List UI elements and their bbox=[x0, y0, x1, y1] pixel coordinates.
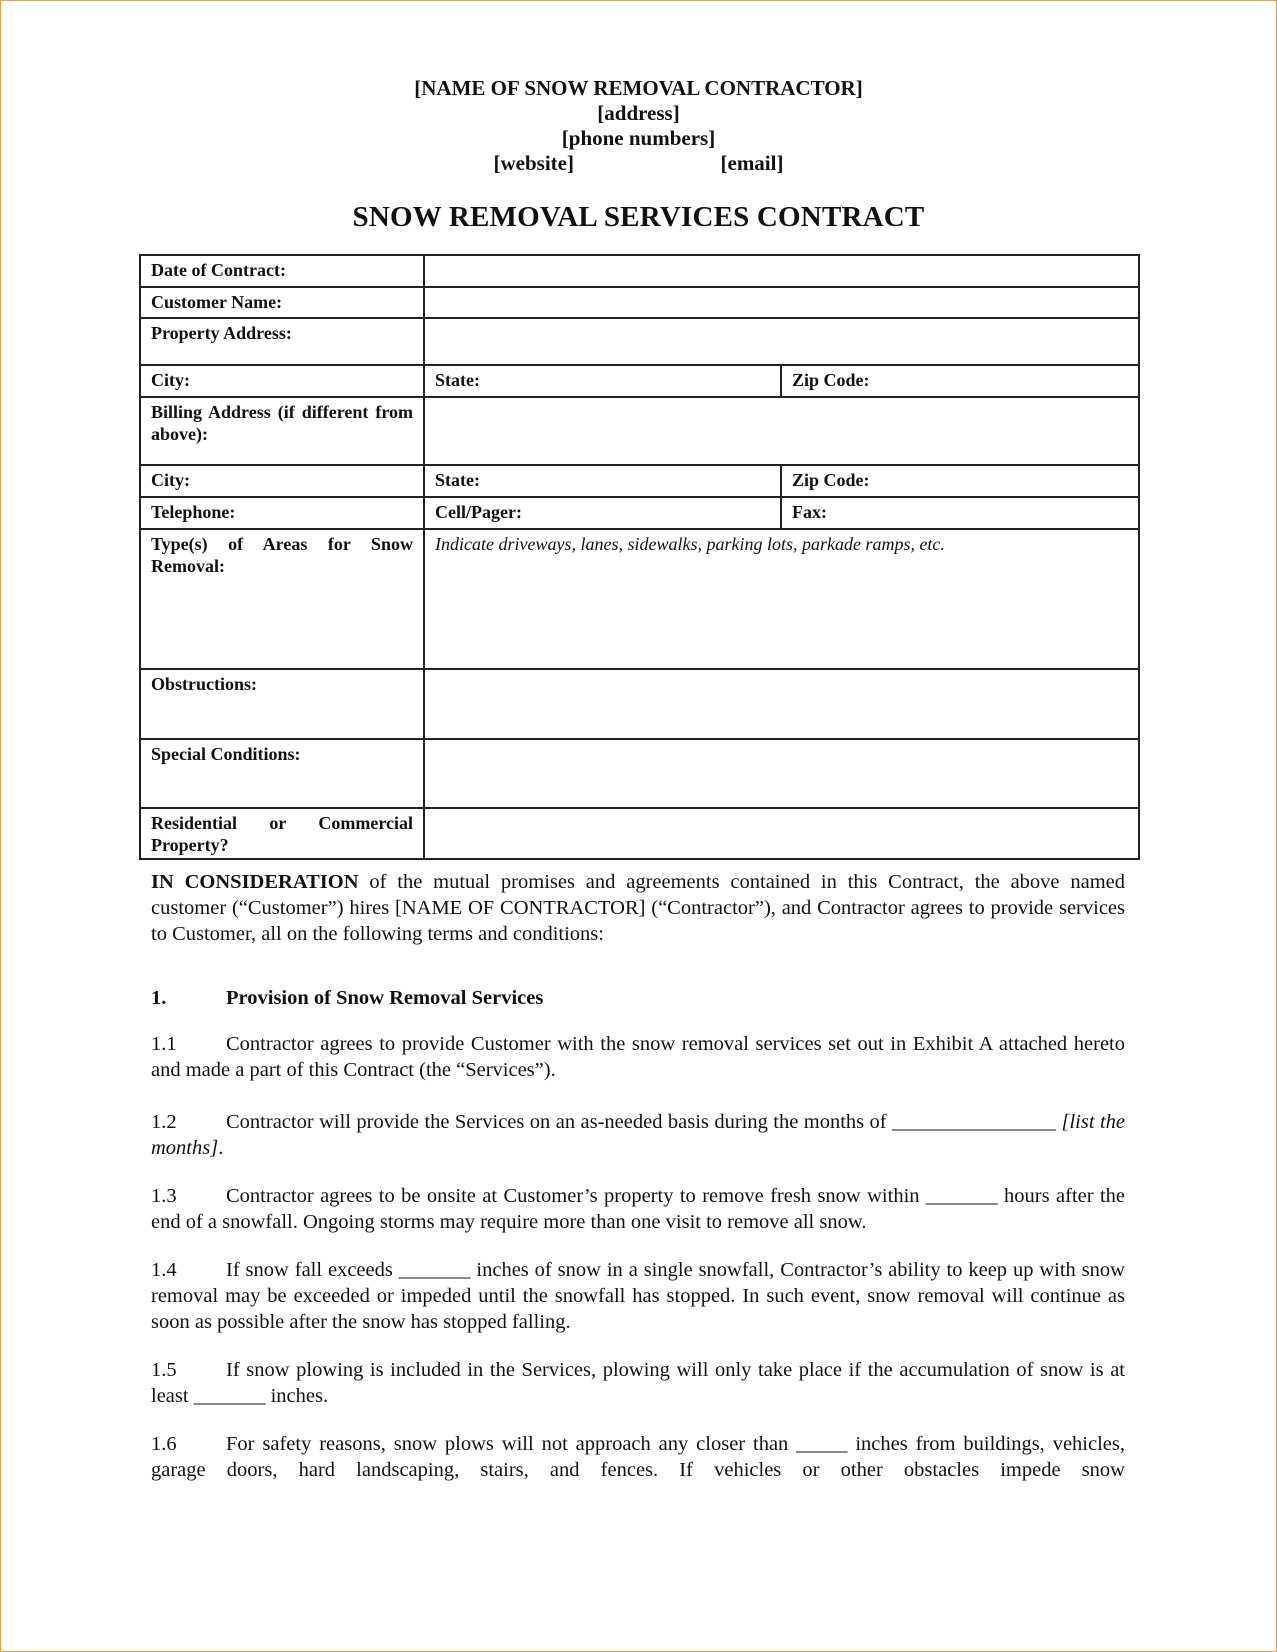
clause-number: 1.6 bbox=[151, 1433, 177, 1455]
special-conditions-label: Special Conditions: bbox=[140, 739, 424, 808]
property-type-label: Residential or Commercial Property? bbox=[140, 808, 424, 859]
form-row-special bbox=[140, 739, 1139, 808]
clause-text: Contractor agrees to be onsite at Customer’s property to remove fresh snow within _______ hours after the end of a snowfall. Ongoing storms may require more than one visit to remove all snow. bbox=[151, 1185, 1125, 1233]
clause-number: 1.4 bbox=[151, 1259, 177, 1281]
obstructions-label: Obstructions: bbox=[140, 669, 424, 739]
contract-form-table bbox=[139, 254, 1140, 860]
website-email-row bbox=[0, 151, 1277, 176]
clause-hint: [list the months] bbox=[151, 1111, 1125, 1159]
date-label: Date of Contract: bbox=[140, 255, 424, 287]
date-field[interactable] bbox=[424, 255, 1139, 287]
form-row-customer bbox=[140, 287, 1139, 318]
contractor-name: [NAME OF SNOW REMOVAL CONTRACTOR] bbox=[414, 76, 863, 100]
state-field[interactable]: State: bbox=[424, 365, 781, 397]
form-row-billing bbox=[140, 397, 1139, 465]
form-row-date bbox=[140, 255, 1139, 287]
contractor-phone: [phone numbers] bbox=[561, 126, 716, 150]
cell-pager-field[interactable]: Cell/Pager: bbox=[424, 497, 781, 529]
letterhead bbox=[0, 76, 1277, 176]
billing-address-label: Billing Address (if different from above): bbox=[140, 397, 424, 465]
consideration-text: of the mutual promises and agreements contained in this Contract, the above named customer (“Customer”) hires [NAME OF CONTRACTOR] (“Contractor”), and Contractor agrees to provide services to Customer, all on the following terms and conditions: bbox=[151, 871, 1126, 945]
form-row-city bbox=[140, 365, 1139, 397]
clause-text: Contractor will provide the Services on an as-needed basis during the months of ________________ bbox=[226, 1111, 1057, 1133]
customer-name-field[interactable] bbox=[424, 287, 1139, 318]
property-address-field[interactable] bbox=[424, 318, 1139, 365]
clause-number: 1.5 bbox=[151, 1359, 177, 1381]
document-title: SNOW REMOVAL SERVICES CONTRACT bbox=[352, 201, 925, 233]
clause-text: Contractor agrees to provide Customer with the snow removal services set out in Exhibit A attached hereto and made a part of this Contract (the “Services”). bbox=[151, 1033, 1125, 1081]
clause-1-5 bbox=[151, 1357, 1125, 1409]
clause-1-6 bbox=[151, 1431, 1125, 1483]
clause-text: If snow fall exceeds _______ inches of snow in a single snowfall, Contractor’s ability to keep up with snow removal may be exceeded or impeded until the snowfall has stopped. In such event, snow removal will continue as soon as possible after the snow has stopped falling. bbox=[151, 1259, 1125, 1333]
form-row-city-2 bbox=[140, 465, 1139, 497]
form-row-phone bbox=[140, 497, 1139, 529]
section-title: Provision of Snow Removal Services bbox=[226, 987, 544, 1009]
city-label[interactable]: City: bbox=[140, 365, 424, 397]
form-row-obstructions bbox=[140, 669, 1139, 739]
clause-1-2 bbox=[151, 1109, 1125, 1161]
clause-1-4 bbox=[151, 1257, 1125, 1335]
form-row-residential bbox=[140, 808, 1139, 859]
areas-label: Type(s) of Areas for Snow Removal: bbox=[140, 529, 424, 669]
telephone-field[interactable]: Telephone: bbox=[140, 497, 424, 529]
clause-number: 1.2 bbox=[151, 1111, 177, 1133]
clause-end: . bbox=[218, 1137, 224, 1159]
section-number: 1. bbox=[151, 987, 167, 1009]
form-row-property bbox=[140, 318, 1139, 365]
billing-address-field[interactable] bbox=[424, 397, 1139, 465]
areas-field[interactable]: Indicate driveways, lanes, sidewalks, parking lots, parkade ramps, etc. bbox=[424, 529, 1139, 669]
clause-number: 1.1 bbox=[151, 1033, 177, 1055]
property-type-field[interactable] bbox=[424, 808, 1139, 859]
contractor-address: [address] bbox=[597, 101, 680, 125]
clause-1-1 bbox=[151, 1031, 1125, 1083]
clause-number: 1.3 bbox=[151, 1185, 177, 1207]
fax-field[interactable]: Fax: bbox=[781, 497, 1139, 529]
customer-name-label: Customer Name: bbox=[140, 287, 424, 318]
contractor-website: [website] bbox=[493, 151, 574, 175]
billing-zip-code-field[interactable]: Zip Code: bbox=[781, 465, 1139, 497]
billing-city-label[interactable]: City: bbox=[140, 465, 424, 497]
clause-1-3 bbox=[151, 1183, 1125, 1235]
clause-text: If snow plowing is included in the Services, plowing will only take place if the accumulation of snow is at least _______ inches. bbox=[151, 1359, 1125, 1407]
special-conditions-field[interactable] bbox=[424, 739, 1139, 808]
section-heading bbox=[151, 985, 1125, 1011]
consideration-paragraph bbox=[151, 869, 1125, 947]
billing-state-field[interactable]: State: bbox=[424, 465, 781, 497]
clause-text: For safety reasons, snow plows will not approach any closer than _____ inches from buildings, vehicles, garage doors, hard landscaping, stairs, and fences. If vehicles or other obstacles impede snow bbox=[151, 1433, 1125, 1481]
consideration-lead: IN CONSIDERATION bbox=[151, 871, 359, 893]
contractor-email: [email] bbox=[720, 151, 784, 175]
property-address-label: Property Address: bbox=[140, 318, 424, 365]
zip-code-field[interactable]: Zip Code: bbox=[781, 365, 1139, 397]
obstructions-field[interactable] bbox=[424, 669, 1139, 739]
form-row-areas bbox=[140, 529, 1139, 669]
